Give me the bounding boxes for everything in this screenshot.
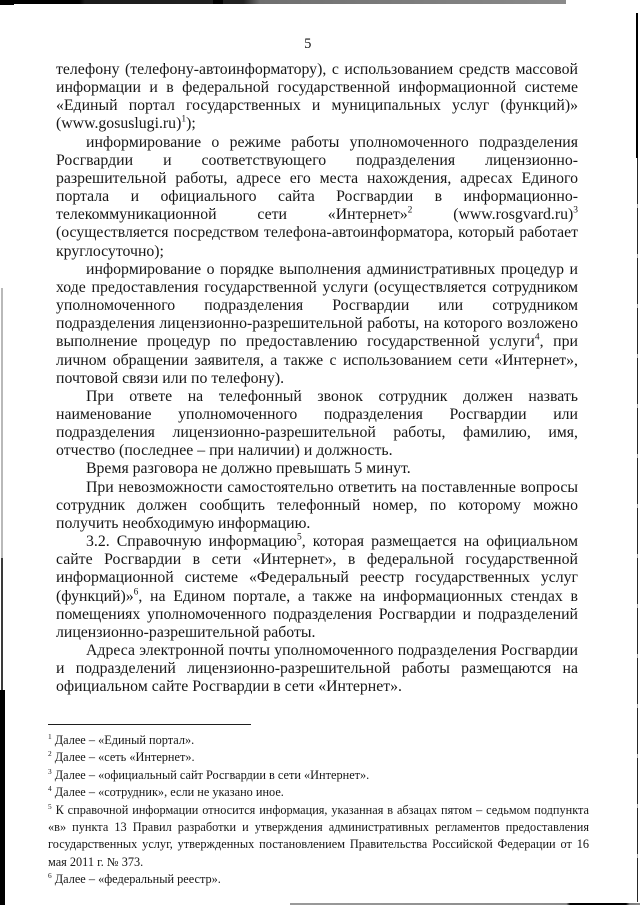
document-body: [56, 61, 578, 696]
body-paragraph: При ответе на телефонный звонок сотрудник должен назвать наименование уполномоченного подразделения Росгвардии или подразделения лицензионно-разрешительной работы, фамилию, имя, отчество (последнее – при наличии) и должность.: [56, 387, 578, 460]
scan-edge-left-black-bar: [0, 690, 5, 905]
footnote: $^6$ Далее – «федеральный реестр».: [48, 871, 221, 887]
footnote-marker: 5: [296, 532, 302, 543]
footnote-marker: 2: [48, 749, 52, 759]
footnote: $^2$ Далее – «сеть «Интернет».: [48, 749, 195, 765]
scan-edge-right: [637, 158, 638, 902]
body-paragraph: информирование о режиме работы уполномоченного подразделения Росгвардии и соответствующего подразделения лицензионно-разрешительной работы, адресе его места нахождения, адресах Единого портала и официального сайта Росгвардии в информационно-телекоммуникационной сети «Интернет»$^2$ (www.rosgvard.ru)$^3$ (осуществляется посредством телефона-автоинформатора, который работает круглосуточно);: [56, 133, 578, 260]
page-number: 5: [304, 36, 312, 52]
footnote-list: [48, 732, 589, 889]
scan-edge-top-tick: [213, 0, 223, 4]
footnote-marker: 5: [48, 801, 52, 811]
body-paragraph: Время разговора не должно превышать 5 минут.: [86, 460, 411, 478]
scan-edge-left-dark: [1, 558, 3, 690]
body-paragraph: телефону (телефону-автоинформатору), с использованием средств массовой информации и в федеральной государственной информационной системе «Единый портал государственных и муниципальных услуг (функций)» (www.gosuslugi.ru)$^1$);: [56, 61, 578, 133]
footnote: $^3$ Далее – «официальный сайт Росгвардии в сети «Интернет».: [48, 766, 370, 782]
footnote-marker: 3: [48, 766, 52, 776]
body-paragraph: информирование о порядке выполнения административных процедур и ходе предоставления государственной услуги (осуществляется сотрудником уполномоченного подразделения Росгвардии или сотрудником подразделения лицензионно-разрешительной работы, на которого возложено выполнение процедур по предоставлению государственной услуги$^4$, при личном обращении заявителя, а также с использованием сети «Интернет», почтовой связи или по телефону).: [56, 260, 578, 387]
scan-edge-right-top: [636, 13, 638, 158]
footnote-marker: 4: [48, 784, 52, 794]
footnote: $^1$ Далее – «Единый портал».: [48, 731, 195, 747]
scan-edge-top: [0, 0, 566, 4]
footnote: $^5$ К справочной информации относится информация, указанная в абзацах пятом – седьмом подпункта «в» пункта 13 Правил разработки и утверждения административных регламентов предоставления государственных услуг, утвержденных постановлением Правительства Российской Федерации от 16 мая 2011 г. № 373.: [48, 801, 589, 869]
footnote-marker: 6: [48, 871, 52, 881]
footnote-marker: 1: [181, 115, 187, 126]
footnote-marker: 3: [573, 205, 578, 216]
footnote-block: [48, 724, 589, 889]
footnote-marker: 6: [133, 587, 139, 598]
body-paragraph: 3.2. Справочную информацию$^5$, которая размещается на официальном сайте Росгвардии в сети «Интернет», в федеральной государственной информационной системе «Федеральный реестр государственных услуг (функций)»$^6$, на Едином портале, а также на информационных стендах в помещениях уполномоченного подразделения Росгвардии и подразделений лицензионно-разрешительной работы.: [56, 532, 578, 641]
scan-edge-left-light: [1, 288, 3, 558]
body-paragraph: При невозможности самостоятельно ответить на поставленные вопросы сотрудник должен сообщить телефонный номер, по которому можно получить необходимую информацию.: [56, 478, 578, 532]
scan-edge-top-left-corner: [0, 0, 14, 5]
footnote-marker: 4: [534, 333, 540, 344]
footnote-marker: 2: [407, 205, 413, 216]
footnote: $^4$ Далее – «сотрудник», если не указано иное.: [48, 784, 284, 800]
body-paragraph: Адреса электронной почты уполномоченного подразделения Росгвардии и подразделений лицензионно-разрешительной работы размещаются на официальном сайте Росгвардии в сети «Интернет».: [56, 642, 578, 696]
footnote-marker: 1: [48, 731, 52, 741]
footnote-separator-line: [48, 724, 251, 725]
